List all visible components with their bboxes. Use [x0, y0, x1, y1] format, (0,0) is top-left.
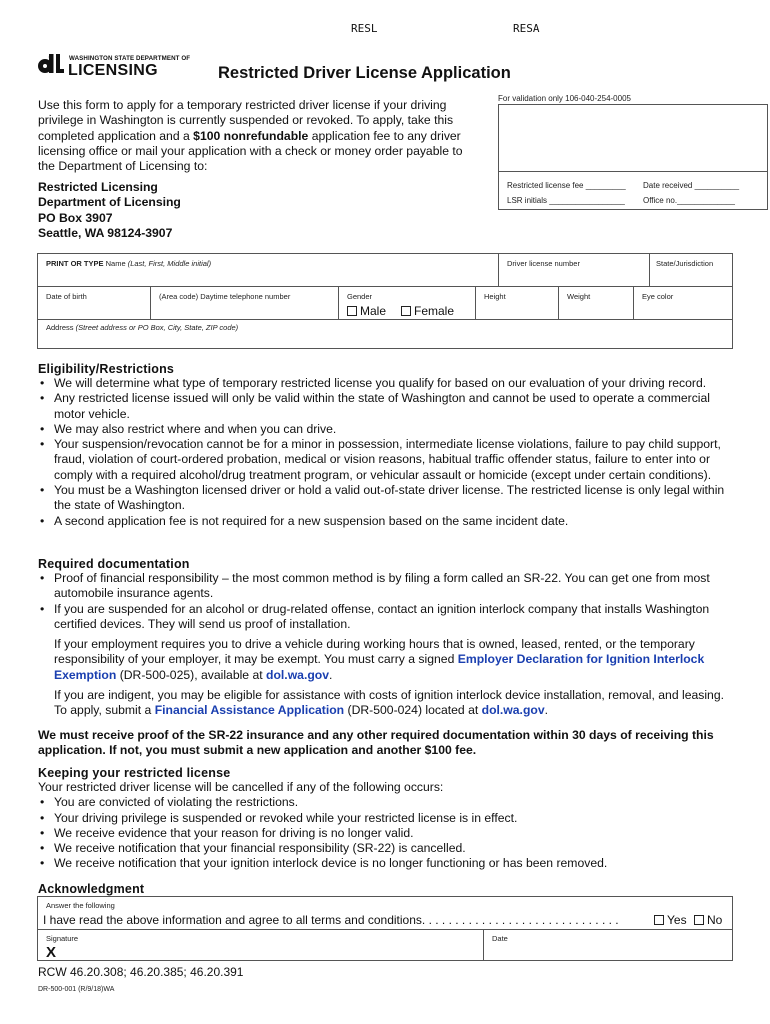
financial-assistance-link[interactable]: Financial Assistance Application: [154, 703, 345, 718]
yes-option[interactable]: [654, 913, 687, 927]
dol-logo-icon: [36, 52, 66, 80]
date-received-field[interactable]: Date received __________: [643, 181, 740, 190]
office-use-box: [498, 104, 768, 210]
gender-label: Gender: [347, 292, 373, 301]
weight-label: Weight: [567, 292, 591, 301]
signature-label: Signature: [46, 934, 79, 943]
keeping-intro: Your restricted driver license will be cancelled if any of the following occurs:: [38, 780, 444, 794]
state-label: State/Jurisdiction: [656, 259, 714, 268]
ack-statement: I have read the above information and agree to all terms and conditions. . . . . . . . . . . . . . . . . . . . . . . . . . . . . .: [43, 913, 619, 927]
logo-licensing: LICENSING: [68, 62, 158, 79]
keeping-item: • You are convicted of violating the restrictions.: [54, 795, 738, 810]
indigent-paragraph: If you are indigent, you may be eligible for assistance with costs of ignition interlock device installation, removal, and leasing. To apply, submit a Financial Assistance Application (DR-500-024) located at dol.wa.gov.: [54, 688, 724, 718]
eye-color-label: Eye color: [642, 292, 674, 301]
address-line-4: Seattle, WA 98124-3907: [38, 225, 173, 240]
logo-dept-line: WASHINGTON STATE DEPARTMENT OF: [69, 55, 191, 62]
no-checkbox[interactable]: [694, 915, 704, 925]
answer-label: Answer the following: [46, 901, 115, 910]
acknowledgment-box: [37, 896, 733, 930]
keeping-item: • We receive notification that your ignition interlock device is no longer functioning or has been removed.: [54, 856, 738, 871]
female-option[interactable]: [401, 304, 454, 318]
state-field[interactable]: [649, 253, 733, 287]
eligibility-item: • A second application fee is not required for a new suspension based on the same incident date.: [54, 514, 738, 529]
keeping-section: [38, 766, 738, 872]
eligibility-item: • We will determine what type of temporary restricted license you qualify for based on our evaluation of your driving record.: [54, 376, 738, 391]
resa-code: RESA: [513, 22, 540, 35]
name-label: Name: [105, 259, 126, 268]
address-field[interactable]: [37, 319, 733, 349]
eligibility-list: [38, 376, 738, 529]
address-line-1: Restricted Licensing: [38, 180, 158, 194]
signature-x-mark: X: [46, 944, 57, 961]
weight-field[interactable]: [558, 286, 634, 320]
required-docs-section: [38, 557, 738, 758]
rcw-reference: RCW 46.20.308; 46.20.385; 46.20.391: [38, 965, 244, 979]
intro-text-1: Use this form to apply for a temporary restricted driver license if your driving privilege in Washington is currently suspended or revoked. To apply, take this completed application and a: [38, 98, 454, 143]
eye-color-field[interactable]: [633, 286, 733, 320]
sr22-warning: We must receive proof of the SR-22 insurance and any other required documentation within 30 days of receiving this application. If not, you must submit a new application and another $100 fee.: [38, 727, 714, 757]
height-label: Height: [484, 292, 506, 301]
print-or-type-label: PRINT OR TYPE: [46, 259, 104, 268]
employer-exemption-paragraph: If your employment requires you to drive a vehicle during working hours that is owned, leased, rented, or the temporary responsibility of your employer, it may be exempt. You must carry a signed Employer Declaration for Ignition Interlock Exemption (DR-500-025), available at dol.wa.gov.: [54, 637, 705, 682]
keeping-item: • We receive evidence that your reason for driving is no longer valid.: [54, 826, 738, 841]
male-option[interactable]: [347, 304, 386, 318]
driver-license-number-field[interactable]: [498, 253, 650, 287]
acknowledgment-heading: Acknowledgment: [38, 882, 145, 896]
validation-label: For validation only 106-040-254-0005: [498, 94, 631, 103]
eligibility-item: • Your suspension/revocation cannot be for a minor in possession, intermediate license violations, failure to pay child support, fraud, violation of court-ordered probation, medical or vision reasons, habitual traffic offender status, failure to enter into or comply with a required alcohol/drug treatment program, or vehicular assault or homicide (except under certain conditions).: [54, 437, 738, 483]
male-label: Male: [360, 304, 387, 318]
employer-declaration-link[interactable]: Employer Declaration for Ignition Interlock Exemption: [54, 652, 705, 682]
date-field[interactable]: [483, 929, 733, 961]
dl-number-label: Driver license number: [507, 259, 580, 268]
phone-label: (Area code) Daytime telephone number: [159, 292, 291, 301]
no-label: No: [707, 913, 723, 927]
eligibility-item: • You must be a Washington licensed driver or hold a valid out-of-state driver license. The restricted license is only legal within the state of Washington.: [54, 483, 738, 514]
intro-fee: $100 nonrefundable: [193, 128, 309, 143]
required-docs-heading: Required documentation: [38, 557, 190, 571]
address-line-2: Department of Licensing: [38, 195, 181, 210]
required-doc-item: • Proof of financial responsibility – the most common method is by filing a form called an SR-22. You can get one from most automobile insurance agents.: [54, 571, 738, 602]
female-checkbox[interactable]: [401, 306, 411, 316]
resl-code: RESL: [351, 22, 378, 35]
keeping-heading: Keeping your restricted license: [38, 766, 231, 780]
intro-text-2: application fee to any driver licensing office or mail your application with a check or money order payable to the Department of Licensing to:: [38, 128, 463, 174]
male-checkbox[interactable]: [347, 306, 357, 316]
date-label: Date: [492, 934, 508, 943]
intro-paragraph: [38, 98, 480, 174]
gender-field: [338, 286, 476, 320]
required-doc-item: • If you are suspended for an alcohol or drug-related offense, contact an ignition interlock company that installs Washington certified devices. They will send us proof of installation.: [54, 602, 738, 633]
yes-checkbox[interactable]: [654, 915, 664, 925]
address-label: Address: [46, 323, 74, 332]
fee-field[interactable]: Restricted license fee _________: [507, 181, 626, 190]
eligibility-section: [38, 362, 738, 529]
yes-label: Yes: [667, 913, 687, 927]
name-hint: (Last, First, Middle initial): [127, 259, 212, 268]
form-number: DR-500-001 (R/9/18)WA: [38, 986, 115, 993]
keeping-item: • Your driving privilege is suspended or revoked while your restricted license is in effect.: [54, 811, 738, 826]
name-field[interactable]: [37, 253, 499, 287]
dob-label: Date of birth: [46, 292, 87, 301]
eligibility-item: • Any restricted license issued will only be valid within the state of Washington and cannot be used to operate a commercial motor vehicle.: [54, 391, 738, 422]
lsr-initials-field[interactable]: LSR initials _________________: [507, 196, 625, 205]
height-field[interactable]: [475, 286, 559, 320]
dol-logo: [36, 52, 196, 80]
keeping-list: [38, 795, 738, 871]
mailing-address: [38, 180, 181, 241]
phone-field[interactable]: [150, 286, 339, 320]
dol-website-link-1[interactable]: dol.wa.gov: [266, 667, 330, 682]
eligibility-item: • We may also restrict where and when you can drive.: [54, 422, 738, 437]
eligibility-heading: Eligibility/Restrictions: [38, 362, 175, 376]
signature-field[interactable]: [37, 929, 484, 961]
dol-website-link-2[interactable]: dol.wa.gov: [481, 703, 545, 718]
address-line-3: PO Box 3907: [38, 210, 113, 225]
no-option[interactable]: [694, 913, 722, 927]
address-hint: (Street address or PO Box, City, State, ZIP code): [75, 323, 239, 332]
keeping-item: • We receive notification that your financial responsibility (SR-22) is cancelled.: [54, 841, 738, 856]
office-no-field[interactable]: Office no._____________: [643, 196, 735, 205]
form-title: Restricted Driver License Application: [218, 64, 511, 82]
required-docs-list: [38, 571, 738, 632]
female-label: Female: [414, 304, 455, 318]
dob-field[interactable]: [37, 286, 151, 320]
